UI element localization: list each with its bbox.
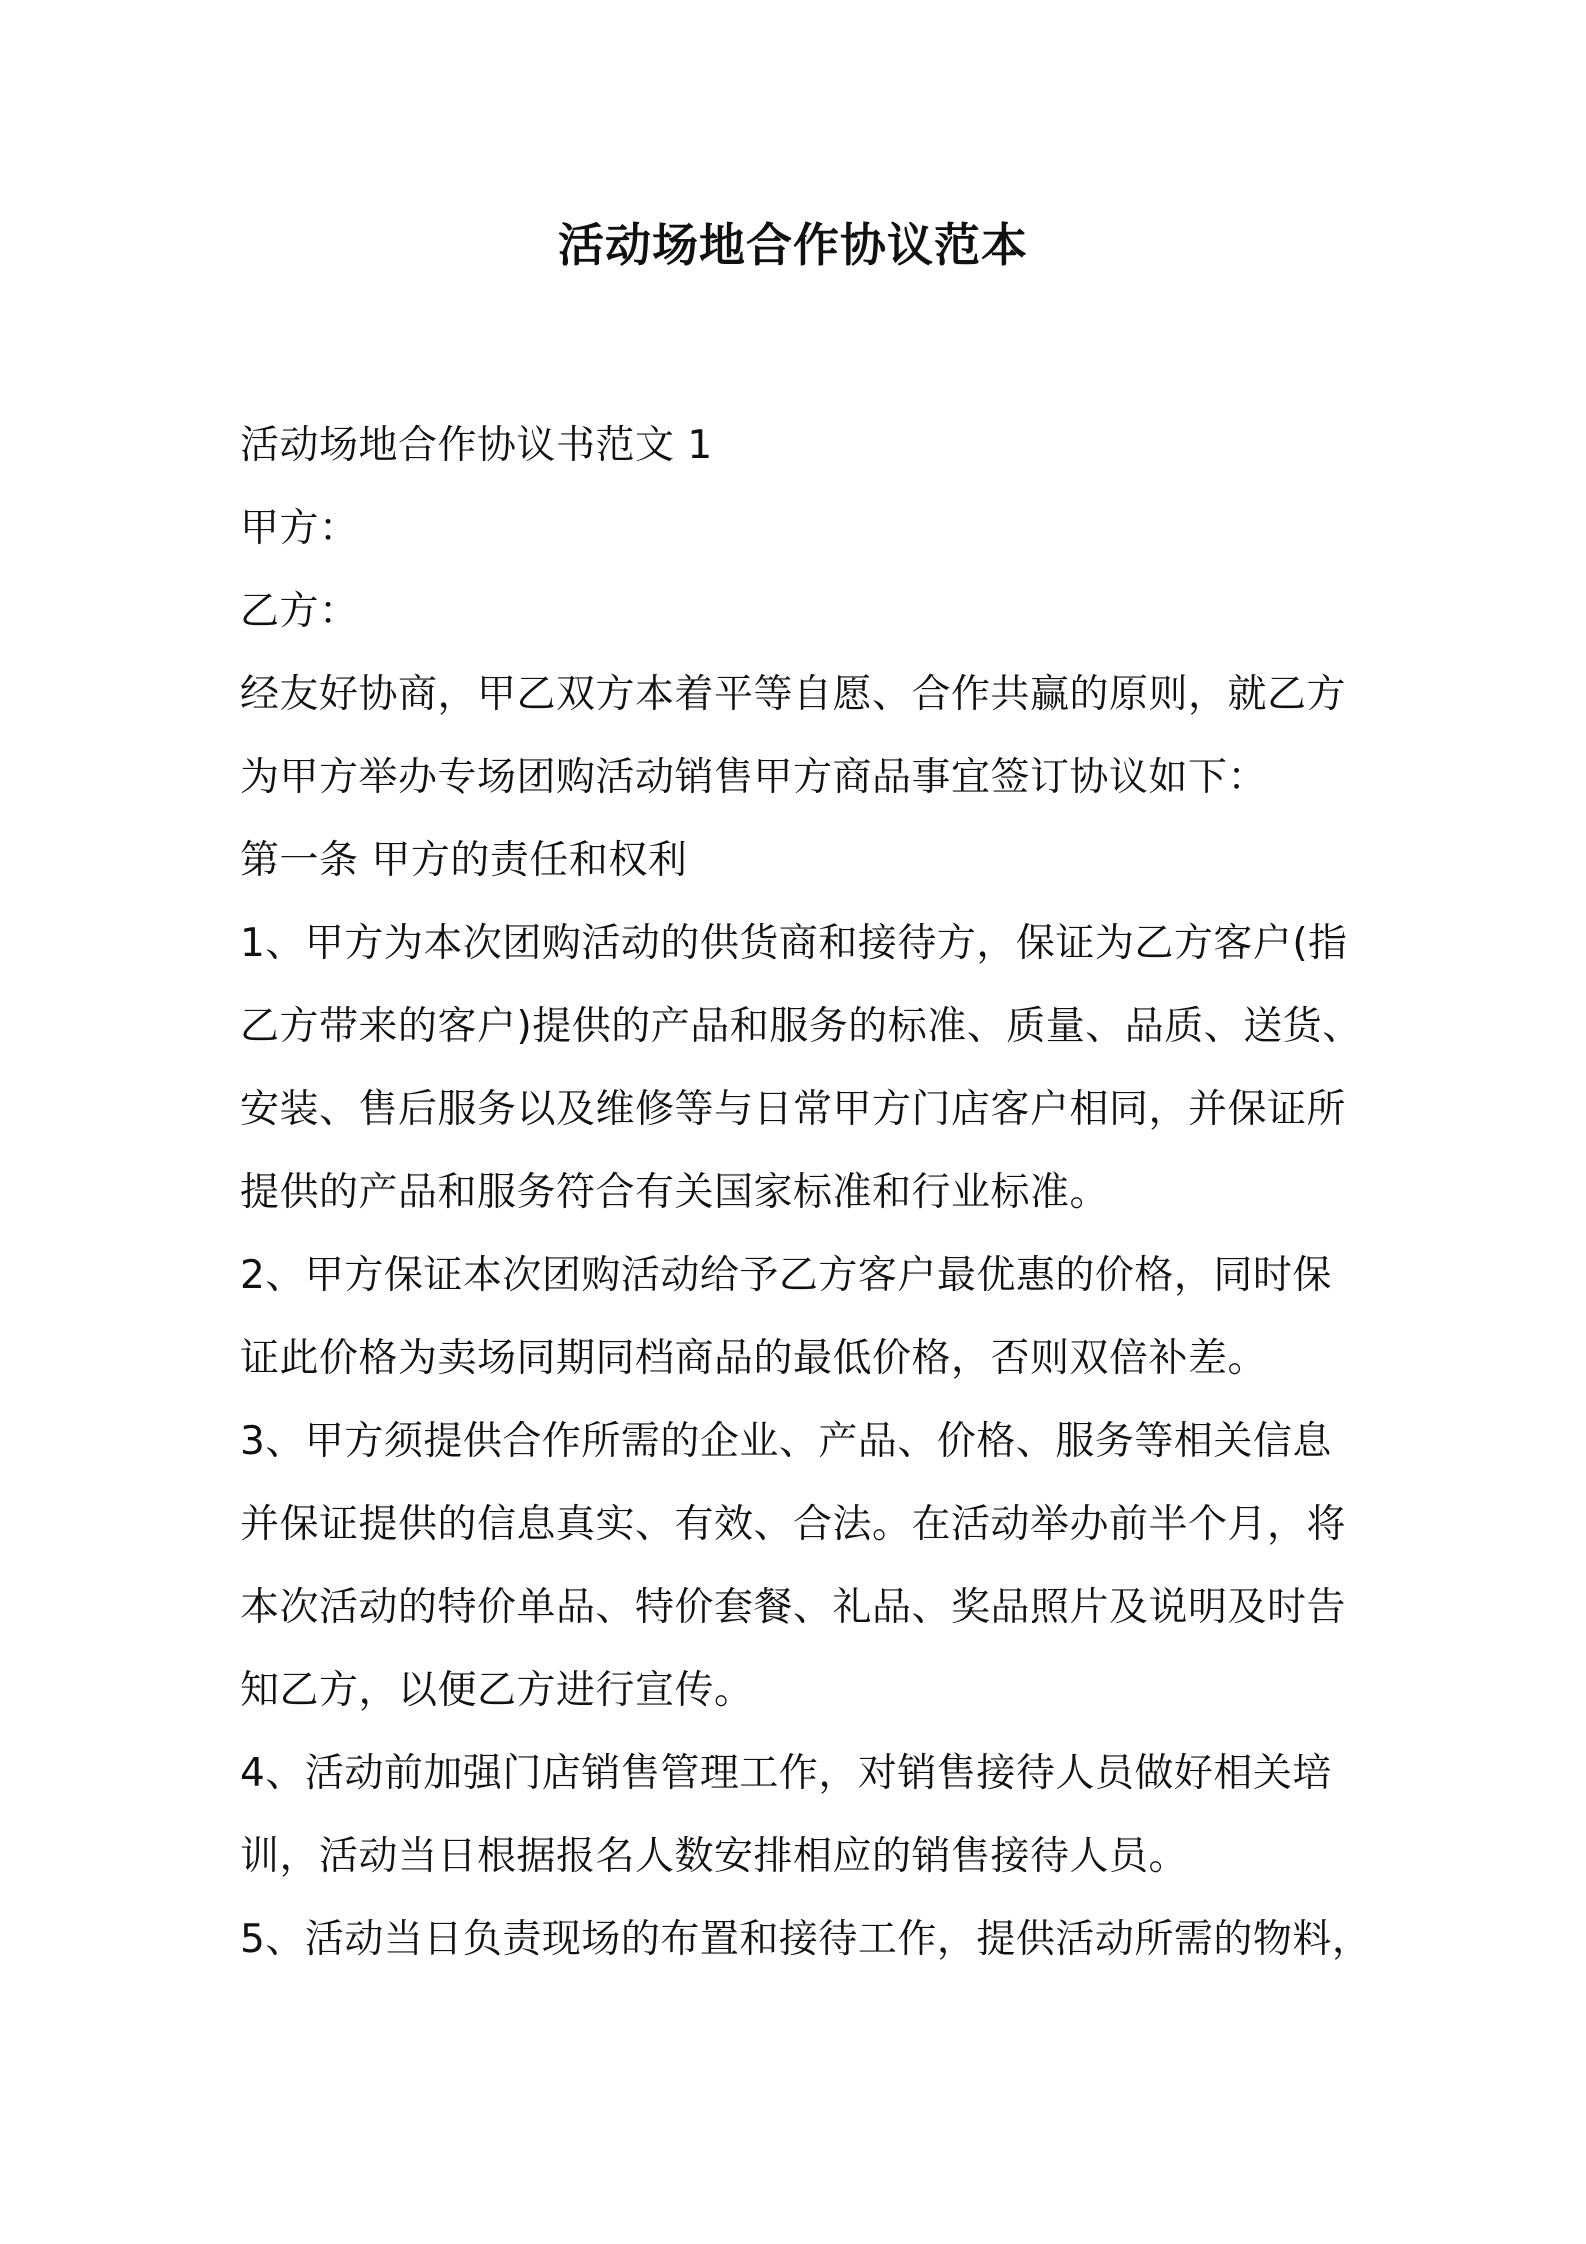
clause-4-line-1: 4、活动前加强门店销售管理工作，对销售接待人员做好相关培 (240, 1751, 1332, 1796)
clause-2-line-2: 证此价格为卖场同期同档商品的最低价格，否则双倍补差。 (240, 1336, 1268, 1381)
article-1-heading: 第一条 甲方的责任和权利 (240, 838, 688, 883)
clause-1-line-1: 1、甲方为本次团购活动的供货商和接待方，保证为乙方客户(指 (240, 921, 1348, 966)
document-body (240, 404, 1370, 1981)
clause-1-line-4: 提供的产品和服务符合有关国家标准和行业标准。 (240, 1170, 1110, 1215)
section-heading-sample-1: 活动场地合作协议书范文 1 (240, 423, 713, 468)
document-title: 活动场地合作协议范本 (558, 218, 1028, 272)
clause-3-line-2: 并保证提供的信息真实、有效、合法。在活动举办前半个月，将 (240, 1502, 1347, 1547)
clause-3-line-1: 3、甲方须提供合作所需的企业、产品、价格、服务等相关信息 (240, 1419, 1332, 1464)
party-b-label: 乙方： (240, 589, 359, 634)
clause-3-line-4: 知乙方，以便乙方进行宣传。 (240, 1668, 754, 1713)
preamble-line-1: 经友好协商，甲乙双方本着平等自愿、合作共赢的原则，就乙方 (240, 672, 1347, 717)
clause-1-line-3: 安装、售后服务以及维修等与日常甲方门店客户相同，并保证所 (240, 1087, 1347, 1132)
clause-3-line-3: 本次活动的特价单品、特价套餐、礼品、奖品照片及说明及时告 (240, 1585, 1347, 1630)
clause-1-line-2: 乙方带来的客户)提供的产品和服务的标准、质量、品质、送货、 (240, 1004, 1362, 1049)
party-a-label: 甲方： (240, 506, 359, 551)
clause-5-line-1: 5、活动当日负责现场的布置和接待工作，提供活动所需的物料， (240, 1917, 1372, 1962)
clause-4-line-2: 训，活动当日根据报名人数安排相应的销售接待人员。 (240, 1834, 1189, 1879)
clause-2-line-1: 2、甲方保证本次团购活动给予乙方客户最优惠的价格，同时保 (240, 1253, 1332, 1298)
preamble-line-2: 为甲方举办专场团购活动销售甲方商品事宜签订协议如下： (240, 755, 1268, 800)
